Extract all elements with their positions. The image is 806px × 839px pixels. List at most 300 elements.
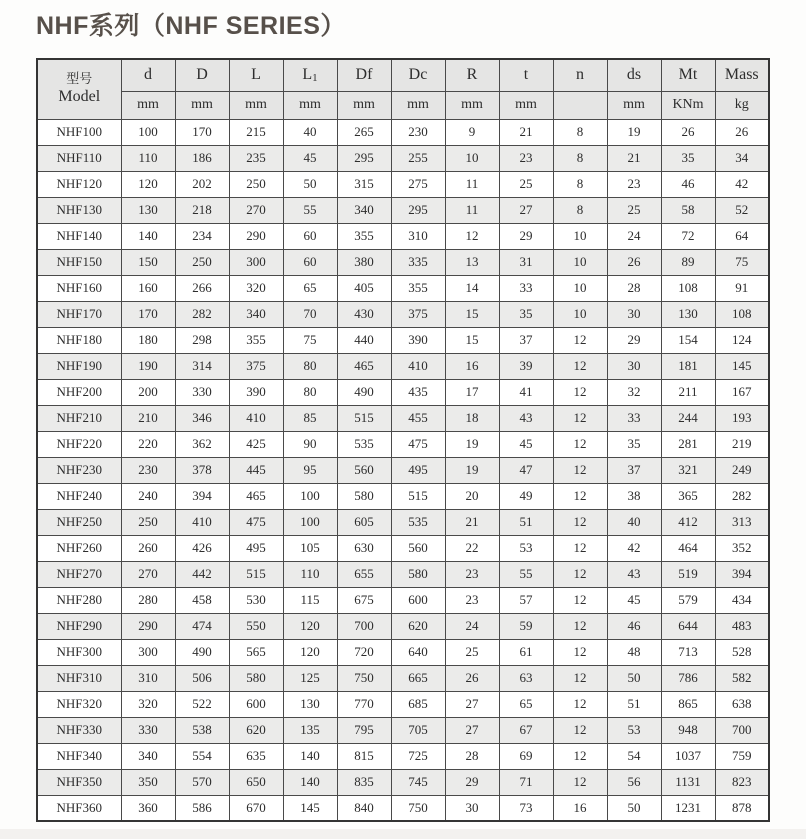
column-header-dc [391,59,445,91]
value-cell: 57 [499,587,553,613]
value-cell: 95 [283,457,337,483]
value-cell: 10 [553,301,607,327]
value-cell: 19 [445,457,499,483]
value-cell: 515 [391,483,445,509]
table-row [37,145,769,171]
value-cell: 60 [283,249,337,275]
value-cell: 570 [175,769,229,795]
value-cell: 495 [391,457,445,483]
value-cell: 49 [499,483,553,509]
value-cell: 352 [715,535,769,561]
value-cell: 250 [175,249,229,275]
value-cell: 465 [229,483,283,509]
value-cell: 35 [499,301,553,327]
value-cell: 380 [337,249,391,275]
model-cell: NHF230 [37,457,121,483]
value-cell: 55 [283,197,337,223]
value-cell: 75 [283,327,337,353]
value-cell: 89 [661,249,715,275]
model-cell: NHF170 [37,301,121,327]
value-cell: 506 [175,665,229,691]
value-cell: 21 [607,145,661,171]
value-cell: 186 [175,145,229,171]
value-cell: 750 [337,665,391,691]
value-cell: 528 [715,639,769,665]
model-cell: NHF360 [37,795,121,821]
value-cell: 115 [283,587,337,613]
value-cell: 15 [445,301,499,327]
value-cell: 560 [337,457,391,483]
column-header-df [337,59,391,91]
column-header-d [175,59,229,91]
table-row [37,665,769,691]
value-cell: 34 [715,145,769,171]
model-cell: NHF120 [37,171,121,197]
value-cell: 713 [661,639,715,665]
value-cell: 515 [229,561,283,587]
table-row [37,613,769,639]
column-symbol: D [196,66,208,84]
value-cell: 12 [553,613,607,639]
value-cell: 281 [661,431,715,457]
value-cell: 12 [553,743,607,769]
value-cell: 215 [229,119,283,145]
value-cell: 50 [283,171,337,197]
value-cell: 405 [337,275,391,301]
value-cell: 315 [337,171,391,197]
value-cell: 840 [337,795,391,821]
value-cell: 10 [553,275,607,301]
value-cell: 340 [121,743,175,769]
model-header-zh: 型号 [66,71,93,87]
value-cell: 474 [175,613,229,639]
column-header-l [229,59,283,91]
value-cell: 495 [229,535,283,561]
value-cell: 250 [229,171,283,197]
value-cell: 29 [607,327,661,353]
value-cell: 43 [607,561,661,587]
value-cell: 12 [553,769,607,795]
value-cell: 440 [337,327,391,353]
column-header-t [499,59,553,91]
value-cell: 700 [337,613,391,639]
value-cell: 91 [715,275,769,301]
value-cell: 375 [391,301,445,327]
value-cell: 320 [229,275,283,301]
value-cell: 475 [229,509,283,535]
value-cell: 55 [499,561,553,587]
value-cell: 586 [175,795,229,821]
column-symbol: d [144,66,152,84]
value-cell: 490 [337,379,391,405]
value-cell: 321 [661,457,715,483]
table-row [37,405,769,431]
table-row [37,353,769,379]
value-cell: 67 [499,717,553,743]
column-symbol: L [251,66,261,84]
value-cell: 29 [499,223,553,249]
value-cell: 270 [121,561,175,587]
unit-header [553,91,607,119]
value-cell: 823 [715,769,769,795]
unit-header: KNm [661,91,715,119]
value-cell: 340 [337,197,391,223]
value-cell: 37 [499,327,553,353]
value-cell: 41 [499,379,553,405]
value-cell: 125 [283,665,337,691]
model-cell: NHF100 [37,119,121,145]
value-cell: 12 [553,691,607,717]
model-cell: NHF300 [37,639,121,665]
value-cell: 12 [553,535,607,561]
value-cell: 795 [337,717,391,743]
table-row [37,457,769,483]
value-cell: 458 [175,587,229,613]
value-cell: 12 [553,665,607,691]
model-cell: NHF190 [37,353,121,379]
value-cell: 75 [715,249,769,275]
unit-header: mm [445,91,499,119]
value-cell: 42 [715,171,769,197]
value-cell: 1131 [661,769,715,795]
value-cell: 12 [553,353,607,379]
value-cell: 635 [229,743,283,769]
column-header-mt [661,59,715,91]
value-cell: 878 [715,795,769,821]
unit-header: mm [283,91,337,119]
table-header [37,59,769,119]
table-row [37,223,769,249]
value-cell: 31 [499,249,553,275]
value-cell: 9 [445,119,499,145]
value-cell: 154 [661,327,715,353]
value-cell: 410 [175,509,229,535]
value-cell: 47 [499,457,553,483]
value-cell: 394 [175,483,229,509]
model-cell: NHF160 [37,275,121,301]
column-symbol: R [466,66,478,84]
unit-header: mm [499,91,553,119]
table-row [37,769,769,795]
model-cell: NHF210 [37,405,121,431]
value-cell: 170 [175,119,229,145]
value-cell: 515 [337,405,391,431]
value-cell: 45 [499,431,553,457]
value-cell: 295 [391,197,445,223]
column-symbol: Mt [678,66,698,84]
value-cell: 786 [661,665,715,691]
value-cell: 313 [715,509,769,535]
value-cell: 190 [121,353,175,379]
value-cell: 234 [175,223,229,249]
value-cell: 51 [607,691,661,717]
value-cell: 180 [121,327,175,353]
value-cell: 105 [283,535,337,561]
column-symbol: Dc [408,66,428,84]
value-cell: 434 [715,587,769,613]
value-cell: 100 [121,119,175,145]
value-cell: 250 [121,509,175,535]
table-row [37,275,769,301]
value-cell: 650 [229,769,283,795]
value-cell: 750 [391,795,445,821]
value-cell: 560 [391,535,445,561]
column-symbol: n [576,66,584,84]
value-cell: 630 [337,535,391,561]
value-cell: 220 [121,431,175,457]
value-cell: 60 [283,223,337,249]
value-cell: 282 [175,301,229,327]
table-row [37,717,769,743]
value-cell: 330 [175,379,229,405]
value-cell: 130 [283,691,337,717]
value-cell: 24 [445,613,499,639]
value-cell: 605 [337,509,391,535]
value-cell: 705 [391,717,445,743]
model-cell: NHF340 [37,743,121,769]
value-cell: 390 [391,327,445,353]
value-cell: 300 [121,639,175,665]
model-cell: NHF310 [37,665,121,691]
model-cell: NHF240 [37,483,121,509]
value-cell: 535 [391,509,445,535]
value-cell: 18 [445,405,499,431]
value-cell: 72 [661,223,715,249]
value-cell: 330 [121,717,175,743]
value-cell: 71 [499,769,553,795]
table-row [37,743,769,769]
table-row [37,561,769,587]
value-cell: 219 [715,431,769,457]
value-cell: 550 [229,613,283,639]
value-cell: 230 [391,119,445,145]
value-cell: 425 [229,431,283,457]
value-cell: 12 [553,587,607,613]
value-cell: 442 [175,561,229,587]
value-cell: 63 [499,665,553,691]
value-cell: 10 [553,249,607,275]
page-title: NHF系列（NHF SERIES） [36,12,346,40]
column-header-n [553,59,607,91]
value-cell: 426 [175,535,229,561]
value-cell: 346 [175,405,229,431]
value-cell: 56 [607,769,661,795]
value-cell: 582 [715,665,769,691]
value-cell: 255 [391,145,445,171]
value-cell: 600 [229,691,283,717]
value-cell: 53 [607,717,661,743]
value-cell: 45 [607,587,661,613]
value-cell: 70 [283,301,337,327]
value-cell: 8 [553,197,607,223]
value-cell: 167 [715,379,769,405]
value-cell: 11 [445,197,499,223]
value-cell: 12 [445,223,499,249]
value-cell: 193 [715,405,769,431]
value-cell: 65 [499,691,553,717]
value-cell: 211 [661,379,715,405]
value-cell: 108 [715,301,769,327]
value-cell: 375 [229,353,283,379]
value-cell: 53 [499,535,553,561]
table-row [37,379,769,405]
value-cell: 150 [121,249,175,275]
value-cell: 362 [175,431,229,457]
value-cell: 48 [607,639,661,665]
value-cell: 59 [499,613,553,639]
value-cell: 10 [553,223,607,249]
model-cell: NHF330 [37,717,121,743]
model-cell: NHF350 [37,769,121,795]
model-cell: NHF130 [37,197,121,223]
value-cell: 815 [337,743,391,769]
value-cell: 435 [391,379,445,405]
value-cell: 218 [175,197,229,223]
value-cell: 260 [121,535,175,561]
value-cell: 275 [391,171,445,197]
value-cell: 412 [661,509,715,535]
value-cell: 14 [445,275,499,301]
value-cell: 340 [229,301,283,327]
table-row [37,509,769,535]
model-cell: NHF150 [37,249,121,275]
value-cell: 235 [229,145,283,171]
value-cell: 519 [661,561,715,587]
value-cell: 69 [499,743,553,769]
value-cell: 52 [715,197,769,223]
value-cell: 554 [175,743,229,769]
value-cell: 835 [337,769,391,795]
value-cell: 12 [553,483,607,509]
value-cell: 580 [229,665,283,691]
value-cell: 644 [661,613,715,639]
unit-header: kg [715,91,769,119]
model-cell: NHF280 [37,587,121,613]
value-cell: 725 [391,743,445,769]
value-cell: 12 [553,457,607,483]
value-cell: 23 [607,171,661,197]
value-cell: 30 [607,353,661,379]
value-cell: 12 [553,405,607,431]
value-cell: 360 [121,795,175,821]
table-row [37,691,769,717]
value-cell: 65 [283,275,337,301]
value-cell: 73 [499,795,553,821]
value-cell: 39 [499,353,553,379]
value-cell: 124 [715,327,769,353]
value-cell: 85 [283,405,337,431]
value-cell: 21 [499,119,553,145]
value-cell: 249 [715,457,769,483]
column-symbol: Df [355,66,373,84]
value-cell: 50 [607,795,661,821]
value-cell: 15 [445,327,499,353]
value-cell: 522 [175,691,229,717]
value-cell: 90 [283,431,337,457]
value-cell: 26 [607,249,661,275]
value-cell: 244 [661,405,715,431]
value-cell: 11 [445,171,499,197]
value-cell: 410 [391,353,445,379]
value-cell: 27 [445,691,499,717]
value-cell: 948 [661,717,715,743]
value-cell: 13 [445,249,499,275]
value-cell: 310 [121,665,175,691]
value-cell: 290 [121,613,175,639]
value-cell: 270 [229,197,283,223]
header-symbol-row [37,59,769,91]
value-cell: 300 [229,249,283,275]
value-cell: 38 [607,483,661,509]
table-row [37,431,769,457]
value-cell: 26 [445,665,499,691]
value-cell: 665 [391,665,445,691]
value-cell: 16 [553,795,607,821]
table-row [37,639,769,665]
value-cell: 280 [121,587,175,613]
value-cell: 620 [391,613,445,639]
value-cell: 8 [553,119,607,145]
value-cell: 475 [391,431,445,457]
model-cell: NHF270 [37,561,121,587]
value-cell: 25 [607,197,661,223]
value-cell: 32 [607,379,661,405]
model-cell: NHF250 [37,509,121,535]
value-cell: 25 [445,639,499,665]
value-cell: 355 [337,223,391,249]
table-row [37,795,769,821]
value-cell: 26 [715,119,769,145]
value-cell: 140 [121,223,175,249]
value-cell: 29 [445,769,499,795]
unit-header: mm [337,91,391,119]
value-cell: 140 [283,769,337,795]
value-cell: 30 [607,301,661,327]
value-cell: 33 [607,405,661,431]
column-header-r [445,59,499,91]
value-cell: 580 [391,561,445,587]
value-cell: 8 [553,171,607,197]
column-symbol: ds [626,66,642,84]
value-cell: 30 [445,795,499,821]
value-cell: 35 [607,431,661,457]
value-cell: 465 [337,353,391,379]
value-cell: 130 [661,301,715,327]
model-cell: NHF140 [37,223,121,249]
value-cell: 46 [661,171,715,197]
value-cell: 100 [283,509,337,535]
value-cell: 12 [553,561,607,587]
page-bottom-strip [0,829,806,839]
value-cell: 160 [121,275,175,301]
value-cell: 282 [715,483,769,509]
value-cell: 675 [337,587,391,613]
value-cell: 265 [337,119,391,145]
unit-header: mm [175,91,229,119]
model-cell: NHF200 [37,379,121,405]
value-cell: 410 [229,405,283,431]
value-cell: 26 [661,119,715,145]
model-cell: NHF110 [37,145,121,171]
value-cell: 130 [121,197,175,223]
value-cell: 1231 [661,795,715,821]
value-cell: 24 [607,223,661,249]
table-row [37,327,769,353]
value-cell: 310 [391,223,445,249]
value-cell: 27 [445,717,499,743]
value-cell: 455 [391,405,445,431]
unit-header: mm [229,91,283,119]
